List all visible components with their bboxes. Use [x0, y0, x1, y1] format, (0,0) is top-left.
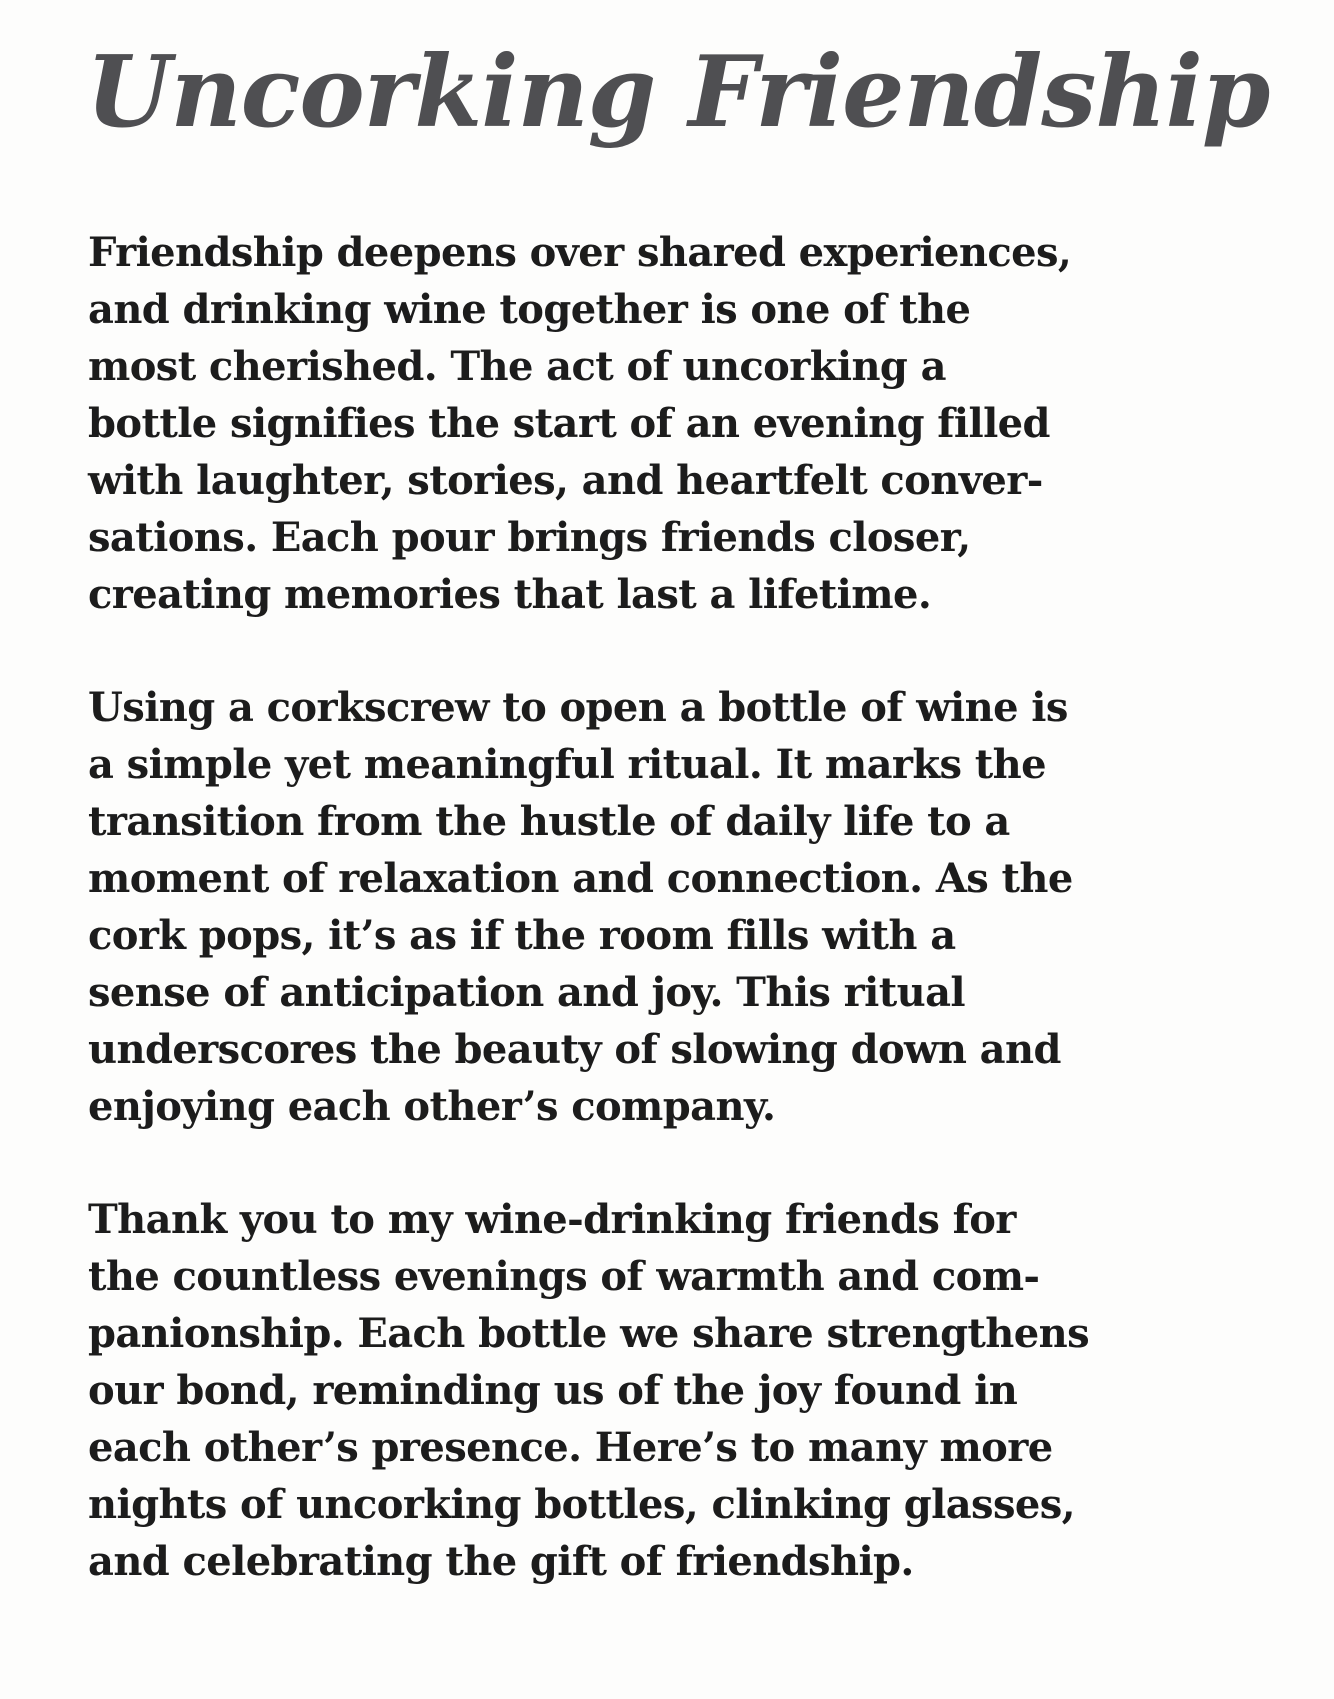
paragraph-thank-you: Thank you to my wine-drinking friends for the countless evenings of warmth and com- panionship. Each bottle we share strengthens our bond, reminding us of the joy found in each other’s presence. Here’s to many more nights of uncorking bottles, clinking glasses, and celebrating the gift of friendship. — [88, 1196, 1090, 1585]
page-title: Uncorking Friendship — [86, 35, 1270, 150]
body-text — [88, 224, 1318, 1646]
paragraph-corkscrew-ritual: Using a corkscrew to open a bottle of wine is a simple yet meaningful ritual. It marks the transition from the hustle of daily life to a moment of relaxation and connection. As the cork pops, it’s as if the room fills with a sense of anticipation and joy. This ritual underscores the beauty of slowing down and enjoying each other’s company. — [88, 684, 1073, 1130]
paragraph-friendship: Friendship deepens over shared experiences, and drinking wine together is one of the most cherished. The act of uncorking a bottle signifies the start of an evening filled with laughter, stories, and heartfelt conver- sations. Each pour brings friends closer, creating memories that last a lifetime. — [88, 229, 1072, 618]
